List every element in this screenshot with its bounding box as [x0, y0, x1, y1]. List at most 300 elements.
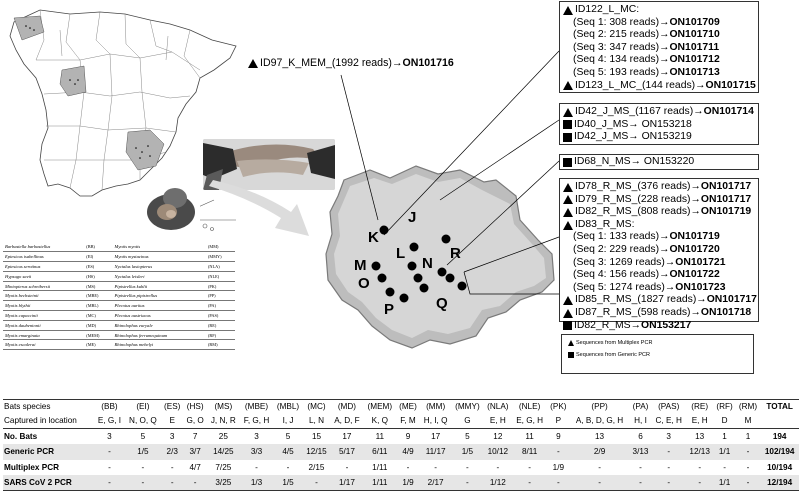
row-label: Captured in location	[4, 415, 77, 425]
table-cell: 11	[375, 432, 385, 441]
table-cell: 3/25	[215, 478, 232, 487]
multiplex-triangle-icon	[563, 296, 573, 305]
table-cell: 1/5	[461, 447, 474, 457]
table-cell: 3	[107, 432, 112, 441]
table-cell: N, O, Q	[129, 415, 157, 425]
sequence-accession: ON101723	[675, 281, 726, 293]
table-cell: -	[667, 447, 671, 457]
species-abbr: (PA)	[206, 301, 235, 311]
sequence-accession: ON101710	[669, 29, 720, 41]
sequence-row	[563, 307, 755, 320]
table-cell: 1/11	[372, 478, 388, 487]
table-cell: 5	[285, 432, 291, 441]
table-total-cell: 12/194	[767, 478, 793, 487]
table-cell: 1/12	[489, 478, 506, 487]
box-id42	[559, 103, 759, 145]
table-cell: 3/7	[189, 447, 201, 457]
sequence-row	[563, 244, 755, 257]
sequence-text: (Seq 4: 134 reads)→	[573, 54, 670, 66]
sequence-accession: ON101712	[669, 54, 720, 66]
table-cell: 3	[169, 432, 175, 441]
table-cell: 4/7	[189, 462, 201, 472]
triangle-icon	[568, 340, 574, 346]
sequence-accession: ON101713	[669, 66, 720, 78]
species-legend-row	[3, 242, 235, 252]
multiplex-triangle-icon	[563, 195, 573, 204]
table-header-species: (RF)	[716, 401, 733, 411]
table-cell: -	[746, 447, 750, 457]
species-abbr: (MM)	[206, 242, 235, 252]
point-label-M: M	[354, 257, 367, 274]
sequence-row	[563, 320, 755, 333]
species-abbr: (PP)	[206, 291, 235, 301]
species-name: Plecotus austriacus	[113, 311, 206, 321]
species-name: Myotis mystacinus	[113, 252, 206, 262]
sequence-text: (Seq 1: 308 reads)→	[573, 16, 670, 28]
table-cell: 3	[254, 432, 259, 441]
table-cell: -	[170, 462, 174, 472]
generic-square-icon	[563, 158, 572, 167]
table-cell: -	[496, 462, 500, 472]
table-cell: E, H	[691, 415, 708, 425]
table-cell: -	[723, 462, 726, 472]
id97-text: ID97_K_MEM_(1992 reads)→	[260, 57, 403, 69]
sequence-accession: ON101714	[703, 106, 754, 117]
table-cell: 2/15	[308, 462, 325, 472]
point-label-K: K	[368, 229, 379, 246]
table-cell: -	[698, 478, 702, 487]
sequence-text: ID85_R_MS_(1827 reads)→	[575, 294, 707, 306]
table-cell: P	[555, 415, 562, 425]
sequence-row	[563, 54, 755, 67]
table-header-species: (MS)	[214, 401, 233, 411]
table-header-species: (ME)	[399, 401, 417, 411]
table-cell: 14/25	[213, 447, 234, 457]
species-name: Hypsugo savii	[3, 271, 84, 281]
id97-accession: ON101716	[402, 57, 454, 69]
sequence-accession: ON101720	[669, 243, 720, 255]
species-abbr: (NLA)	[206, 262, 235, 272]
table-cell: -	[667, 478, 671, 487]
sequence-accession: ON101722	[669, 269, 720, 281]
sequence-accession: ON101717	[700, 193, 752, 205]
spain-map	[0, 0, 238, 235]
table-cell: 17	[431, 432, 441, 441]
id83-head-row	[563, 219, 755, 232]
table-cell: G, O	[186, 415, 204, 425]
multiplex-triangle-icon	[563, 108, 573, 117]
species-abbr: (MMY)	[206, 252, 235, 262]
species-name: Nyctalus leisleri	[113, 271, 206, 281]
species-abbr: (MBE)	[84, 291, 112, 301]
species-name: Myotis bechsteinii	[3, 291, 84, 301]
table-total-cell: 194	[772, 432, 787, 441]
box-id122	[559, 1, 759, 93]
multiplex-triangle-icon	[563, 309, 573, 318]
table-cell: E, H	[489, 415, 506, 425]
sequence-text: ID78_R_MS_(376 reads)→	[575, 181, 701, 192]
id122-head: ID122_L_MC:	[575, 4, 640, 15]
generic-square-icon	[563, 321, 572, 330]
species-abbr: (MD)	[84, 320, 112, 330]
legend-multiplex-label: Sequences from Multiplex PCR	[576, 340, 653, 346]
sequence-accession: ON101718	[700, 306, 752, 318]
sequence-text: (Seq 4: 156 reads)→	[573, 269, 670, 281]
table-header-species: (MM)	[426, 401, 446, 411]
species-abbr: (RM)	[206, 340, 235, 350]
point-label-P: P	[384, 301, 395, 318]
table-cell: F, G, H	[243, 415, 270, 425]
sequence-row	[563, 231, 755, 244]
species-legend-row	[3, 252, 235, 262]
table-cell: 2/3	[166, 447, 178, 457]
species-name: Eptesicus isabellinus	[3, 252, 84, 262]
multiplex-triangle-icon	[563, 81, 573, 90]
sequence-accession: ON101717	[700, 181, 752, 192]
bat-handling-photo	[143, 182, 200, 232]
sequence-text: (Seq 3: 347 reads)→	[573, 41, 670, 53]
table-cell: -	[598, 478, 601, 487]
point-label-N: N	[422, 255, 433, 272]
id83-head: ID83_R_MS:	[575, 218, 635, 230]
species-abbr: (MS)	[84, 281, 112, 291]
square-icon	[568, 352, 574, 358]
table-header-species: (HS)	[186, 401, 204, 411]
species-name: Myotis escalerai	[3, 340, 84, 350]
species-abbr: (EI)	[84, 252, 112, 262]
species-legend-row	[3, 271, 235, 281]
species-name: Myotis myotis	[113, 242, 206, 252]
table-header-species: (MMY)	[455, 401, 480, 411]
table-cell: 6	[638, 432, 643, 441]
species-abbr: (PAS)	[206, 311, 235, 321]
table-cell: 1/1	[718, 478, 731, 487]
marker-legend	[561, 334, 754, 374]
table-cell: 17	[342, 432, 352, 441]
table-header-total: TOTAL	[766, 401, 793, 411]
sequence-row	[563, 42, 755, 55]
species-legend-table	[3, 242, 235, 350]
table-cell: -	[746, 462, 750, 472]
table-row	[3, 444, 799, 460]
point-label-R: R	[450, 245, 461, 262]
box-id68	[559, 154, 759, 170]
table-cell: E, G, I	[97, 415, 122, 425]
table-cell: 3	[666, 432, 671, 441]
table-cell: -	[286, 462, 290, 472]
row-label: Generic PCR	[4, 447, 55, 457]
table-cell: 1/17	[338, 478, 355, 487]
table-cell: K, Q	[371, 415, 389, 425]
table-cell: 11/17	[425, 447, 446, 457]
species-legend-row	[3, 281, 235, 291]
table-row-location	[3, 413, 799, 429]
table-cell: 1	[722, 432, 727, 441]
table-cell: -	[698, 462, 702, 472]
species-legend-row	[3, 340, 235, 350]
table-cell: M	[744, 415, 752, 425]
table-cell: 5/17	[338, 447, 355, 457]
table-cell: -	[108, 462, 111, 472]
sequence-text: ID79_R_MS_(228 reads)→	[575, 193, 701, 205]
sequence-row	[563, 206, 755, 219]
species-legend-row	[3, 291, 235, 301]
table-header-species: (NLA)	[487, 401, 509, 411]
table-cell: F, M	[400, 415, 416, 425]
table-cell: E	[169, 415, 175, 425]
table-header-species: (MBL)	[276, 401, 300, 411]
species-name: Myotis capaccinii	[3, 311, 84, 321]
table-cell: 2/17	[427, 478, 444, 487]
sequence-text: (Seq 5: 1274 reads)→	[573, 281, 676, 293]
table-cell: G	[464, 415, 471, 425]
table-header-label: Bats species	[4, 401, 51, 411]
table-cell: -	[639, 478, 642, 487]
sequence-text: (Seq 2: 229 reads)→	[573, 243, 670, 255]
species-name: Pipistrellus kuhlii	[113, 281, 206, 291]
sequence-accession: ON153217	[641, 319, 692, 331]
multiplex-triangle-icon	[563, 208, 573, 217]
table-cell: I, J	[282, 415, 294, 425]
table-cell: -	[434, 462, 437, 472]
sequence-accession: ON101719	[700, 206, 752, 218]
sequence-row	[563, 257, 755, 270]
point-label-L: L	[396, 245, 406, 262]
table-header-species: (NLE)	[518, 401, 541, 411]
table-cell: 15	[311, 432, 322, 441]
sequence-text: ID87_R_MS_(598 reads)→	[575, 306, 701, 318]
table-cell: -	[598, 462, 601, 472]
table-cell: 1/3	[250, 478, 263, 487]
sequence-row	[563, 67, 755, 80]
multiplex-triangle-icon	[563, 221, 573, 230]
species-name: Myotis emarginata	[3, 330, 84, 340]
species-legend-row	[3, 330, 235, 340]
table-cell: 11	[525, 432, 534, 441]
sequence-row	[563, 269, 755, 282]
sequence-text: ID40_J_MS→ ON153218	[574, 118, 692, 130]
table-cell: -	[315, 478, 318, 487]
table-header-species: (EI)	[136, 401, 150, 411]
table-cell: A, B, D, G, H	[575, 415, 624, 425]
sequence-text: ID42_J_MS→ ON153219	[574, 131, 692, 143]
table-cell: 7/25	[215, 462, 232, 472]
table-header-species: (MEM)	[367, 401, 393, 411]
table-header-species: (PK)	[550, 401, 567, 411]
sequence-text: (Seq 2: 215 reads)→	[573, 29, 670, 41]
species-name: Rhinolophus euryale	[113, 320, 206, 330]
table-cell: 3/13	[632, 447, 649, 457]
id123-accession: ON101715	[705, 79, 756, 91]
sequence-row	[563, 106, 755, 119]
species-legend-row	[3, 301, 235, 311]
sequence-row	[563, 131, 755, 144]
table-cell: 6/11	[372, 447, 388, 457]
table-cell: 1/1	[718, 447, 731, 457]
species-abbr: (HS)	[84, 271, 112, 281]
point-label-J: J	[408, 209, 417, 226]
sequence-row	[563, 119, 755, 132]
table-row	[3, 429, 799, 445]
table-cell: -	[746, 478, 750, 487]
table-total-cell: 102/194	[764, 447, 795, 457]
generic-square-icon	[563, 133, 572, 142]
table-cell: 1	[745, 432, 751, 441]
species-abbr: (RF)	[206, 330, 235, 340]
species-abbr: (MEM)	[84, 330, 112, 340]
species-abbr: (PK)	[206, 281, 235, 291]
table-cell: J, N, R	[210, 415, 236, 425]
table-cell: 13	[595, 432, 605, 441]
species-abbr: (MC)	[84, 311, 112, 321]
species-name: Rhinolophus mehelyi	[113, 340, 206, 350]
sequence-accession: ON101709	[669, 16, 720, 28]
table-cell: -	[556, 478, 560, 487]
point-label-O: O	[358, 275, 370, 292]
id123-text: ID123_L_MC_(144 reads)→	[575, 79, 706, 91]
box-id83	[559, 178, 759, 331]
table-cell: C, E, H	[655, 415, 682, 425]
generic-square-icon	[563, 120, 572, 129]
species-name: Myotis daubentonii	[3, 320, 84, 330]
table-cell: 3/3	[250, 447, 263, 457]
table-cell: 2/9	[593, 447, 606, 457]
table-cell: 1/11	[372, 462, 388, 472]
table-cell: 10/12	[487, 447, 509, 457]
sequence-row	[563, 181, 755, 194]
multiplex-triangle-icon	[563, 6, 573, 15]
sequence-text: ID42_J_MS_(1167 reads)→	[575, 106, 704, 117]
table-row	[3, 475, 799, 491]
species-name: Miniopterus schreibersii	[3, 281, 84, 291]
sequence-row	[563, 282, 755, 295]
table-cell: 12/13	[689, 447, 710, 457]
table-cell: 7	[192, 432, 198, 441]
sequence-text: (Seq 5: 193 reads)→	[573, 66, 670, 78]
table-cell: 25	[218, 432, 228, 441]
table-cell: 9	[405, 432, 411, 441]
row-label: Multiplex PCR	[4, 462, 60, 472]
table-cell: -	[193, 478, 197, 487]
table-header-species: (ES)	[164, 401, 181, 411]
species-legend-row	[3, 320, 235, 330]
table-cell: -	[255, 462, 258, 472]
multiplex-triangle-icon	[563, 183, 573, 192]
table-header-species: (BB)	[101, 401, 118, 411]
sequence-row	[563, 194, 755, 207]
table-cell: 1/5	[137, 447, 149, 457]
sequence-text: (Seq 3: 1269 reads)→	[573, 256, 676, 268]
species-name: Eptesicus serotinus	[3, 262, 84, 272]
table-cell: 4/5	[282, 447, 294, 457]
table-total-cell: 10/194	[767, 462, 793, 472]
table-cell: 4/9	[402, 447, 414, 457]
table-cell: H, I	[634, 415, 647, 425]
table-cell: E, G, H	[516, 415, 544, 425]
species-abbr: (MBL)	[84, 301, 112, 311]
table-cell: D	[721, 415, 728, 425]
sequence-accession: ON101711	[669, 41, 720, 53]
table-cell: -	[170, 478, 174, 487]
table-cell: 12/15	[306, 447, 327, 457]
table-cell: 12	[493, 432, 503, 441]
table-header-species: (PA)	[632, 401, 649, 411]
id68-text: ID68_N_MS→ ON153220	[574, 156, 695, 167]
sequence-accession: ON101719	[669, 231, 720, 243]
table-cell: -	[345, 462, 349, 472]
table-header-species: (RM)	[738, 401, 758, 411]
sequence-accession: ON101721	[675, 256, 726, 268]
table-header-species: (RE)	[691, 401, 709, 411]
table-cell: 1/5	[282, 478, 294, 487]
table-cell: -	[528, 478, 531, 487]
table-cell: 5	[140, 432, 146, 441]
table-cell: -	[466, 478, 469, 487]
sequence-row	[563, 294, 755, 307]
table-header-species: (PP)	[591, 401, 608, 411]
species-legend-row	[3, 262, 235, 272]
table-cell: 5	[465, 432, 470, 441]
table-cell: -	[108, 447, 111, 457]
table-cell: -	[141, 478, 145, 487]
species-abbr: (BB)	[84, 242, 112, 252]
arrow-graphic	[205, 178, 315, 248]
sequence-text: (Seq 1: 133 reads)→	[573, 231, 670, 243]
row-label: No. Bats	[4, 432, 38, 441]
table-header-species: (MD)	[337, 401, 357, 411]
sequence-text: ID82_R_MS_(808 reads)→	[575, 206, 701, 218]
species-abbr: (NLE)	[206, 271, 235, 281]
table-header-species: (MBE)	[244, 401, 269, 411]
species-name: Pipistrellus pipistrellus	[113, 291, 206, 301]
species-name: Nyctalus lasiopterus	[113, 262, 206, 272]
species-abbr: (ME)	[84, 340, 112, 350]
table-cell: 8/11	[521, 447, 538, 457]
table-cell: 13	[695, 432, 705, 441]
table-cell: -	[528, 462, 531, 472]
legend-generic-label: Sequences from Generic PCR	[576, 352, 650, 358]
table-cell: -	[639, 462, 642, 472]
table-cell: A, D, F	[334, 415, 360, 425]
table-cell: -	[108, 478, 111, 487]
sequence-text: ID82_R_MS→	[574, 319, 641, 331]
species-name: Barbastella barbastellus	[3, 242, 84, 252]
table-cell: 9	[556, 432, 561, 441]
species-abbr: (ES)	[84, 262, 112, 272]
table-header-species: (MC)	[307, 401, 326, 411]
sequence-accession: ON101717	[706, 294, 757, 306]
table-cell: L, N	[308, 415, 325, 425]
species-name: Plecotus auritus	[113, 301, 206, 311]
sequence-row	[563, 29, 755, 42]
species-legend-row	[3, 311, 235, 321]
table-row	[3, 460, 799, 476]
table-cell: -	[556, 447, 560, 457]
species-abbr: (RE)	[206, 320, 235, 330]
table-cell: H, I, Q	[423, 415, 448, 425]
table-cell: 1/9	[552, 462, 565, 472]
point-label-Q: Q	[436, 295, 448, 312]
table-cell: -	[466, 462, 469, 472]
table-cell: -	[141, 462, 145, 472]
species-name: Rhinolophus ferrumequinum	[113, 330, 206, 340]
bat-data-table	[3, 399, 799, 491]
species-name: Myotis blythii	[3, 301, 84, 311]
table-header-species: (PAS)	[658, 401, 680, 411]
study-area-map	[320, 150, 560, 355]
table-cell: 1/9	[402, 478, 414, 487]
multiplex-triangle-icon	[248, 59, 258, 68]
